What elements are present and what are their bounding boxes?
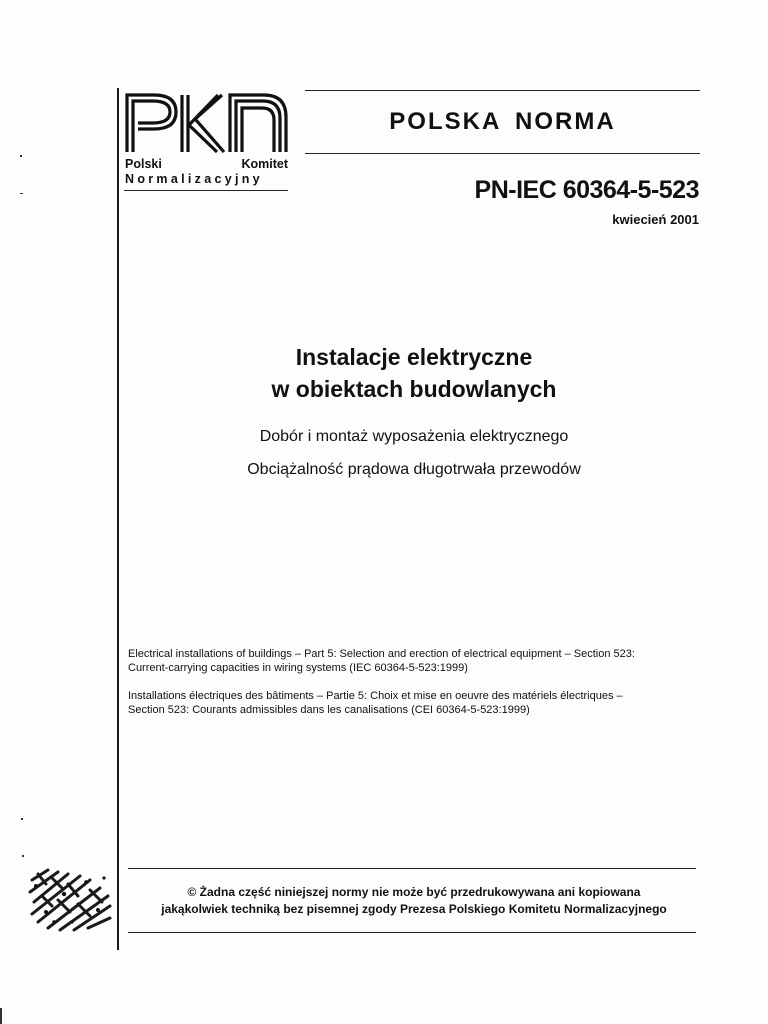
subtitle-line1: Dobór i montaż wyposażenia elektrycznego (259, 428, 569, 445)
french-title (128, 689, 708, 717)
standard-number: PN-IEC 60364-5-523 (474, 176, 699, 204)
org-name-line2 (125, 172, 288, 186)
footer-bottom-rule (128, 932, 696, 933)
org-word-normalizacyjny: Normalizacyjny (125, 172, 263, 186)
pkn-logo (124, 92, 290, 154)
title-line2: w obiektach budowlanych (271, 376, 557, 402)
scan-speck (20, 193, 23, 194)
scan-speck (0, 1008, 2, 1024)
header-mid-rule (305, 153, 700, 154)
scan-speck (21, 818, 23, 820)
standard-date: kwiecień 2001 (612, 212, 699, 227)
french-title-line1: Installations électriques des bâtiments – Partie 5: Choix et mise en oeuvre des matériels électriques – (128, 690, 623, 702)
org-name-line1 (125, 157, 288, 171)
title-line1: Instalacje elektryczne (295, 344, 533, 370)
copyright-line1: © Żadna część niniejszej normy nie może być przedrukowywana ani kopiowana (187, 885, 641, 899)
standard-heading: POLSKA NORMA (389, 108, 616, 135)
header-top-rule (305, 90, 700, 91)
english-title-line1: Electrical installations of buildings – Part 5: Selection and erection of electrical equipment – Section 523: (128, 648, 635, 660)
org-word-polski: Polski (125, 157, 162, 171)
copyright-notice (119, 884, 709, 918)
copyright-line2: jakąkolwiek techniką bez pisemnej zgody Prezesa Polskiego Komitetu Normalizacyjnego (161, 902, 667, 916)
org-word-komitet: Komitet (241, 157, 288, 171)
scan-speck (20, 155, 22, 157)
french-title-line2: Section 523: Courants admissibles dans les canalisations (CEI 60364-5-523:1999) (128, 704, 530, 716)
logo-underline (124, 190, 288, 191)
subtitle-line2: Obciążalność prądowa długotrwała przewodów (247, 461, 581, 478)
left-margin-rule (117, 88, 119, 950)
scan-noise-patch (28, 866, 112, 932)
footer-top-rule (128, 868, 696, 869)
scan-speck (22, 855, 24, 857)
english-title-line2: Current-carrying capacities in wiring systems (IEC 60364-5-523:1999) (128, 662, 468, 674)
english-title (128, 647, 708, 675)
